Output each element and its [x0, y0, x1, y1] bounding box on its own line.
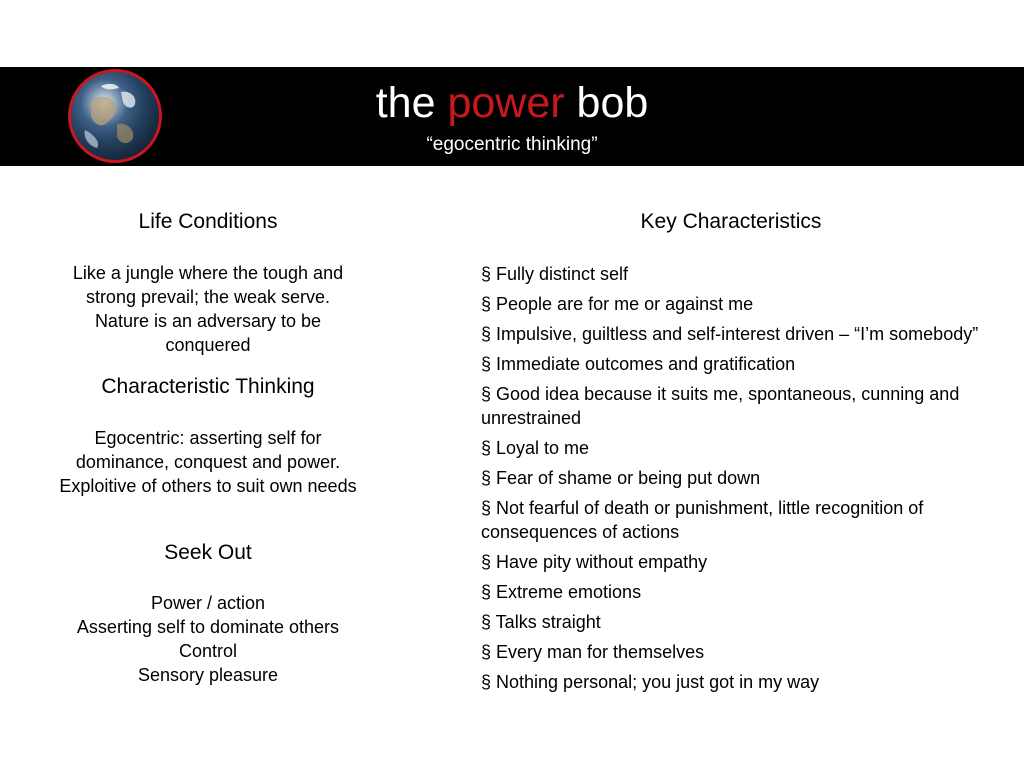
list-item: § Every man for themselves: [481, 642, 705, 662]
list-item: § Talks straight: [481, 612, 601, 632]
seek-out-text: Power / action Asserting self to dominate others Control Sensory pleasure: [76, 593, 340, 685]
characteristic-thinking-text: Egocentric: asserting self for dominance, conquest and power. Exploitive of others to suit own needs: [59, 428, 357, 496]
list-item: § Impulsive, guiltless and self-interest driven – “I’m somebody”: [481, 324, 979, 344]
seek-out-heading: Seek Out: [164, 541, 252, 564]
life-conditions-text: Like a jungle where the tough and strong prevail; the weak serve. Nature is an adversary to be conquered: [72, 263, 344, 355]
list-item: § Not fearful of death or punishment, little recognition of consequences of actions: [481, 498, 924, 542]
life-conditions-heading: Life Conditions: [138, 210, 278, 233]
list-item: § Immediate outcomes and gratification: [481, 354, 796, 374]
page-title: the power bob: [375, 79, 649, 127]
list-item: § People are for me or against me: [481, 294, 754, 314]
key-characteristics-heading: Key Characteristics: [640, 210, 822, 233]
list-item: § Fear of shame or being put down: [481, 468, 761, 488]
list-item: § Nothing personal; you just got in my way: [481, 672, 820, 692]
characteristic-thinking-heading: Characteristic Thinking: [101, 375, 315, 398]
list-item: § Loyal to me: [481, 438, 590, 458]
key-characteristics-list: [481, 262, 991, 700]
list-item: § Have pity without empathy: [481, 552, 708, 572]
list-item: § Extreme emotions: [481, 582, 642, 602]
list-item: § Fully distinct self: [481, 264, 629, 284]
list-item: § Good idea because it suits me, spontaneous, cunning and unrestrained: [481, 384, 960, 428]
page-subtitle: “egocentric thinking”: [426, 134, 598, 155]
